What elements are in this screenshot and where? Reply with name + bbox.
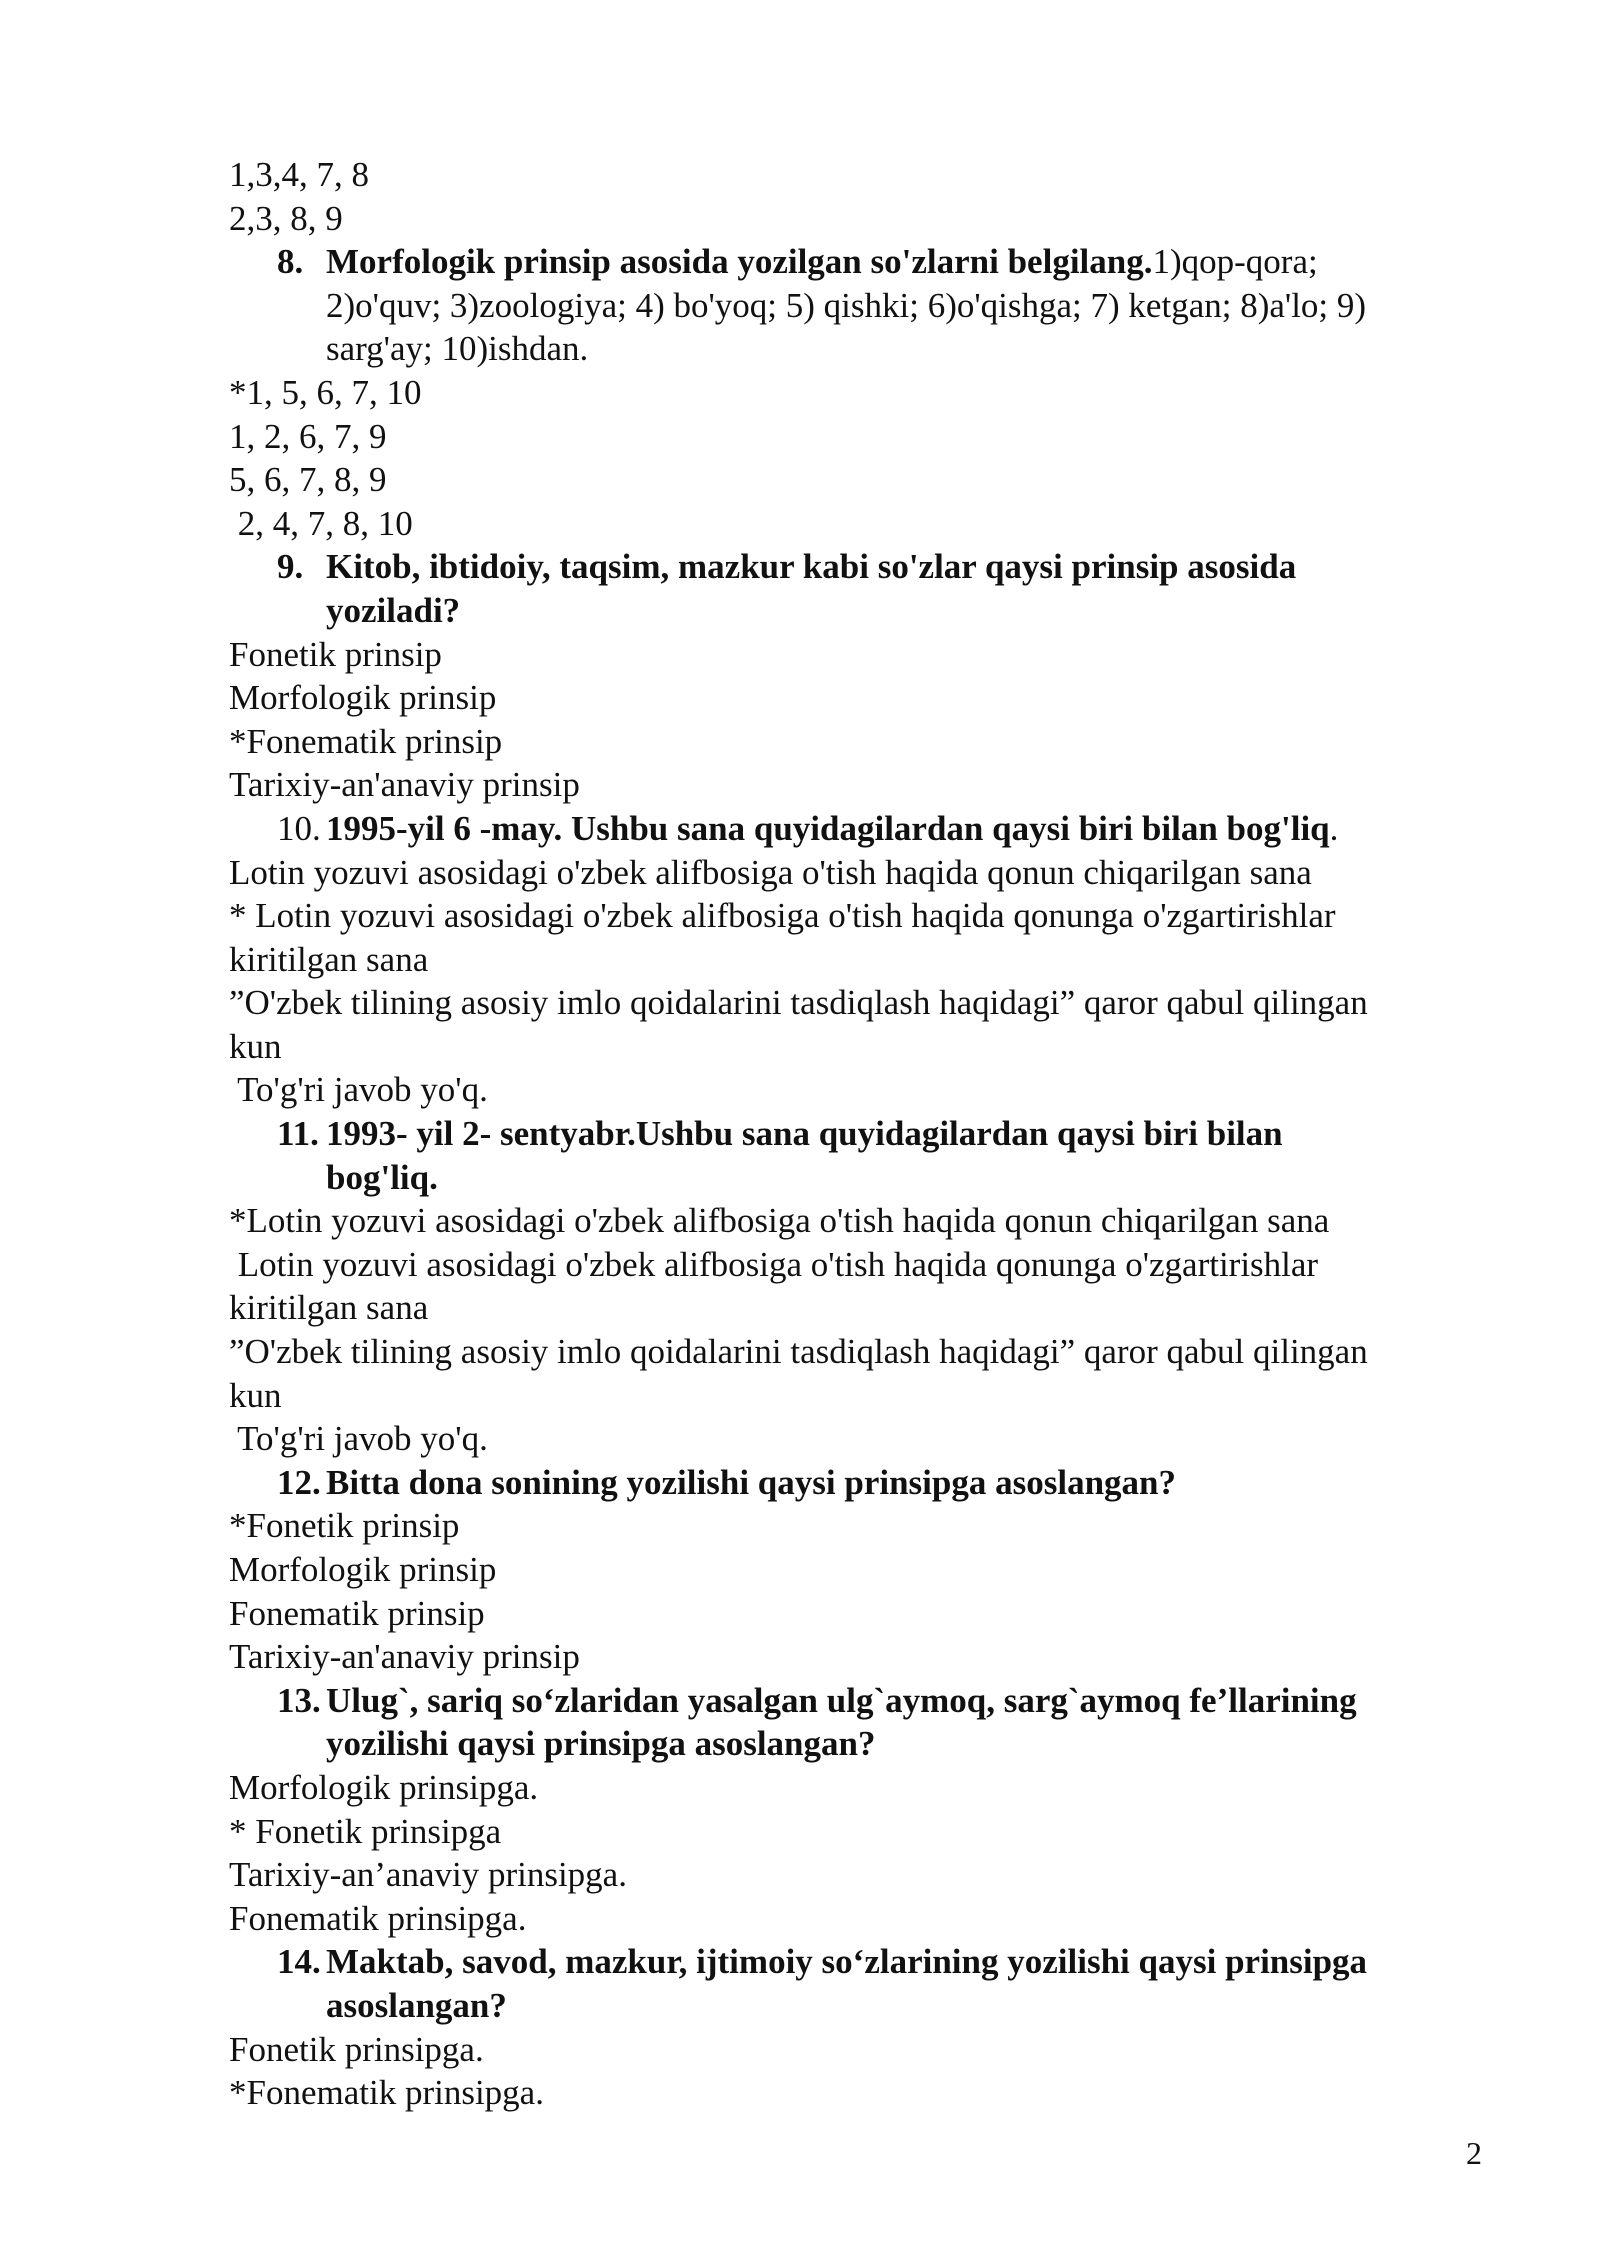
question-bold-text: yozilishi qaysi prinsipga asoslangan? xyxy=(326,1724,876,1764)
question-bold-text: Maktab, savod, mazkur, ijtimoiy so‘zlarining yozilishi qaysi prinsipga xyxy=(326,1942,1368,1982)
question-bold-text: 1993- yil 2- sentyabr.Ushbu sana quyidagilardan qaysi biri bilan xyxy=(326,1114,1283,1154)
question-number: 12. xyxy=(277,1462,321,1502)
question-text-continued xyxy=(229,589,1489,633)
answer-option: 2,3, 8, 9 xyxy=(229,198,343,238)
question-10 xyxy=(229,807,1489,851)
question-plain-text: 1)qop-qora; xyxy=(1152,242,1318,282)
question-bold-text: Ulug`, sariq so‘zlaridan yasalgan ulg`aymoq, sarg`aymoq fe’llarining xyxy=(326,1680,1357,1720)
question-number: 10. xyxy=(277,808,321,848)
page-number: 2 xyxy=(1466,2135,1482,2171)
question-text xyxy=(326,1461,1489,1505)
question-number: 8. xyxy=(277,242,304,282)
answer-option: 1, 2, 6, 7, 9 xyxy=(229,416,387,456)
question-text-continued xyxy=(229,1722,1489,1766)
answer-option: * Lotin yozuvi asosidagi o'zbek alifbosiga o'tish haqida qonunga o'zgartirishlar xyxy=(229,896,1336,936)
question-number: 13. xyxy=(277,1680,321,1720)
question-text-continued: 2)o'quv; 3)zoologiya; 4) bo'yoq; 5) qishki; 6)o'qishga; 7) ketgan; 8)a'lo; 9) xyxy=(326,285,1367,325)
document-body xyxy=(229,153,1489,2115)
question-text xyxy=(326,1679,1489,1723)
answer-option: *Fonetik prinsip xyxy=(229,1506,460,1546)
answer-option: Tarixiy-an'anaviy prinsip xyxy=(229,1637,580,1677)
answer-option: Tarixiy-an’anaviy prinsipga. xyxy=(229,1855,627,1895)
question-text xyxy=(326,1940,1489,1984)
question-bold-text: 1995-yil 6 -may. Ushbu sana quyidagilardan qaysi biri bilan bog'liq xyxy=(326,808,1330,848)
answer-option: 1,3,4, 7, 8 xyxy=(229,155,369,194)
question-bold-text: Morfologik prinsip asosida yozilgan so'zlarni belgilang. xyxy=(326,242,1153,282)
question-number: 14. xyxy=(277,1942,321,1982)
answer-option: Lotin yozuvi asosidagi o'zbek alifbosiga o'tish haqida qonun chiqarilgan sana xyxy=(229,852,1312,892)
answer-option: Fonematik prinsipga. xyxy=(229,1898,527,1938)
answer-option: ”O'zbek tilining asosiy imlo qoidalarini tasdiqlash haqidagi” qaror qabul qilingan xyxy=(229,983,1368,1023)
question-bold-text: Kitob, ibtidoiy, taqsim, mazkur kabi so'zlar qaysi prinsip asosida xyxy=(326,547,1297,587)
answer-option: *Fonematik prinsip xyxy=(229,721,503,761)
question-14 xyxy=(229,1940,1489,1984)
question-bold-text: Bitta dona sonining yozilishi qaysi prinsipga asoslangan? xyxy=(326,1462,1176,1502)
answer-option: To'g'ri javob yo'q. xyxy=(229,1419,488,1459)
answer-option: *Fonematik prinsipga. xyxy=(229,2073,544,2113)
answer-option: Fonetik prinsipga. xyxy=(229,2029,484,2069)
answer-option: 2, 4, 7, 8, 10 xyxy=(229,503,413,543)
answer-option: Lotin yozuvi asosidagi o'zbek alifbosiga o'tish haqida qonunga o'zgartirishlar xyxy=(229,1244,1319,1284)
question-text-continued xyxy=(229,1984,1489,2028)
answer-option: *Lotin yozuvi asosidagi o'zbek alifbosiga o'tish haqida qonun chiqarilgan sana xyxy=(229,1201,1330,1241)
answer-option: Morfologik prinsipga. xyxy=(229,1767,539,1807)
question-8 xyxy=(229,240,1489,284)
answer-option: kun xyxy=(229,1026,282,1066)
answer-option: 5, 6, 7, 8, 9 xyxy=(229,460,387,500)
question-bold-text: yoziladi? xyxy=(326,590,461,630)
question-bold-text: asoslangan? xyxy=(326,1985,507,2025)
question-text-continued: sarg'ay; 10)ishdan. xyxy=(326,329,589,369)
question-9 xyxy=(229,545,1489,589)
answer-option: kun xyxy=(229,1375,282,1415)
answer-option: *1, 5, 6, 7, 10 xyxy=(229,372,422,412)
answer-option: ”O'zbek tilining asosiy imlo qoidalarini tasdiqlash haqidagi” qaror qabul qilingan xyxy=(229,1332,1368,1372)
answer-option: Fonetik prinsip xyxy=(229,634,442,674)
answer-option: Morfologik prinsip xyxy=(229,678,497,718)
answer-option: * Fonetik prinsipga xyxy=(229,1811,502,1851)
question-plain-text: . xyxy=(1329,808,1339,848)
answer-option: Tarixiy-an'anaviy prinsip xyxy=(229,765,580,805)
answer-option: Fonematik prinsip xyxy=(229,1593,485,1633)
answer-option: Morfologik prinsip xyxy=(229,1550,497,1589)
question-text xyxy=(326,807,1489,851)
question-11 xyxy=(229,1112,1489,1156)
answer-option: To'g'ri javob yo'q. xyxy=(229,1070,488,1110)
question-text-continued xyxy=(229,1156,1489,1200)
question-text xyxy=(326,240,1489,284)
question-13 xyxy=(229,1679,1489,1723)
answer-option: kiritilgan sana xyxy=(229,939,429,979)
question-12 xyxy=(229,1461,1489,1505)
question-bold-text: bog'liq. xyxy=(326,1157,438,1197)
answer-option: kiritilgan sana xyxy=(229,1288,429,1328)
question-text xyxy=(326,545,1489,589)
question-number: 11. xyxy=(277,1114,319,1154)
question-text xyxy=(326,1112,1489,1156)
question-number: 9. xyxy=(277,547,304,587)
